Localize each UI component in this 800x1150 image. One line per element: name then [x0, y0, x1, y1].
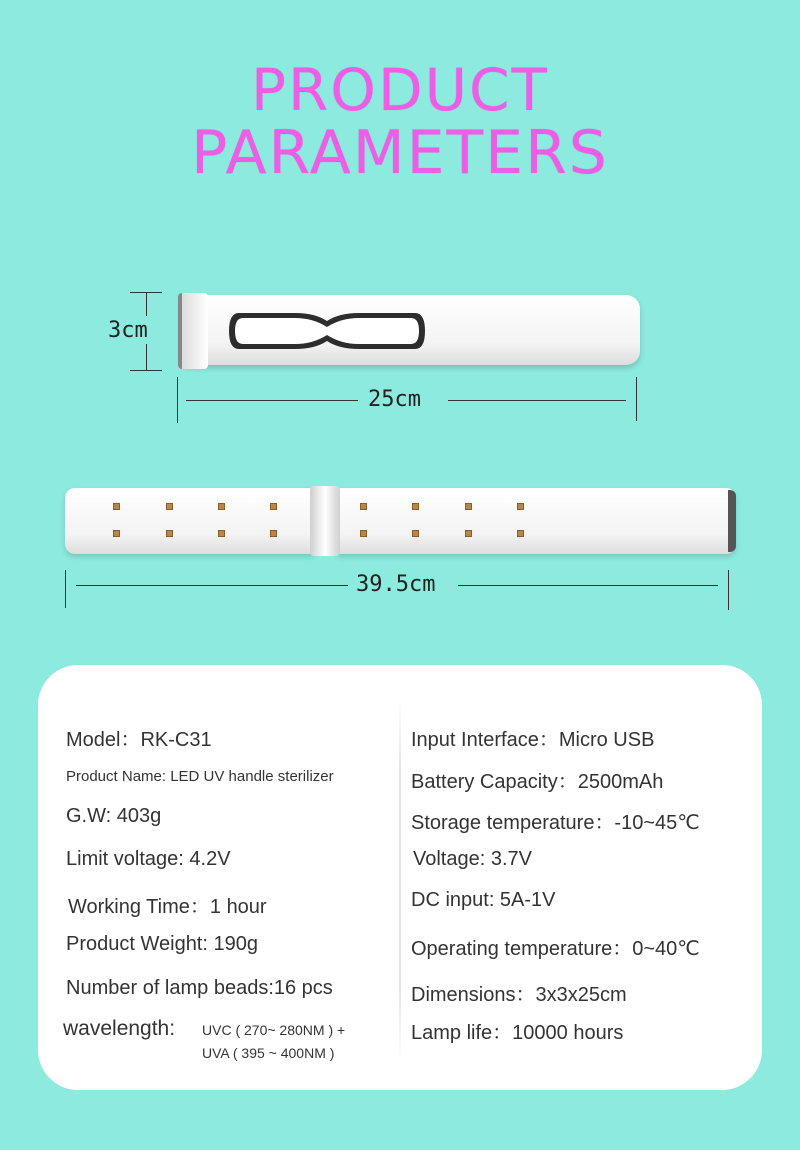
open-line-right: [458, 585, 718, 586]
spec-wavelength-uva: UVA ( 395 ~ 400NM ): [202, 1045, 335, 1061]
spec-wavelength-label: wavelength:: [63, 1017, 176, 1040]
led-bead: [360, 530, 367, 537]
device-open-left-arm: [65, 488, 315, 554]
folded-line-left: [186, 400, 358, 401]
spec-product-name: Product Name: LED UV handle sterilizer: [66, 768, 334, 785]
spec-divider: [399, 695, 401, 1065]
spec-input-interface: Input Interface：Micro USB: [411, 729, 655, 751]
title-line-2: PARAMETERS: [191, 118, 609, 188]
folded-line-right: [448, 400, 626, 401]
led-bead: [166, 503, 173, 510]
spec-wavelength-uvc: UVC ( 270~ 280NM ) +: [202, 1022, 346, 1038]
folded-tick-right: [636, 377, 637, 421]
spec-model: Model：RK-C31: [66, 729, 212, 751]
led-bead: [113, 530, 120, 537]
device-open-right-arm: [336, 488, 736, 554]
height-line-upper: [146, 292, 147, 316]
folded-tick-left: [177, 377, 178, 423]
spec-voltage: Voltage: 3.7V: [413, 848, 532, 870]
spec-dc-input: DC input: 5A-1V: [411, 889, 556, 911]
device-window-icon: [225, 305, 430, 357]
spec-dimensions: Dimensions：3x3x25cm: [411, 984, 627, 1006]
led-bead: [412, 503, 419, 510]
device-hinge: [310, 486, 340, 556]
spec-product-weight: Product Weight: 190g: [66, 933, 258, 955]
led-bead: [465, 530, 472, 537]
spec-limit-voltage: Limit voltage: 4.2V: [66, 848, 231, 870]
device-end-cap: [728, 490, 736, 552]
height-line-lower: [146, 344, 147, 370]
led-bead: [113, 503, 120, 510]
spec-operating-temp: Operating temperature：0~40℃: [411, 938, 700, 960]
spec-storage-temp: Storage temperature：-10~45℃: [411, 812, 700, 834]
spec-working-time: Working Time：1 hour: [68, 896, 267, 918]
spec-battery: Battery Capacity：2500mAh: [411, 771, 664, 793]
title-line-1: PRODUCT: [251, 56, 549, 124]
open-tick-left: [65, 570, 66, 608]
led-bead: [517, 530, 524, 537]
led-bead: [218, 503, 225, 510]
height-tick-bottom: [130, 370, 162, 371]
spec-gw: G.W: 403g: [66, 805, 162, 827]
led-bead: [412, 530, 419, 537]
folded-length-label: 25cm: [368, 387, 421, 412]
led-bead: [360, 503, 367, 510]
open-line-left: [76, 585, 348, 586]
open-tick-right: [728, 570, 729, 610]
led-bead: [218, 530, 225, 537]
spec-lamp-beads: Number of lamp beads:16 pcs: [66, 977, 333, 999]
device-folded-cap: [178, 293, 208, 369]
open-length-label: 39.5cm: [356, 572, 436, 597]
led-bead: [517, 503, 524, 510]
led-bead: [270, 530, 277, 537]
height-label: 3cm: [108, 318, 148, 343]
spec-lamp-life: Lamp life：10000 hours: [411, 1022, 624, 1044]
led-bead: [270, 503, 277, 510]
led-bead: [166, 530, 173, 537]
led-bead: [465, 503, 472, 510]
